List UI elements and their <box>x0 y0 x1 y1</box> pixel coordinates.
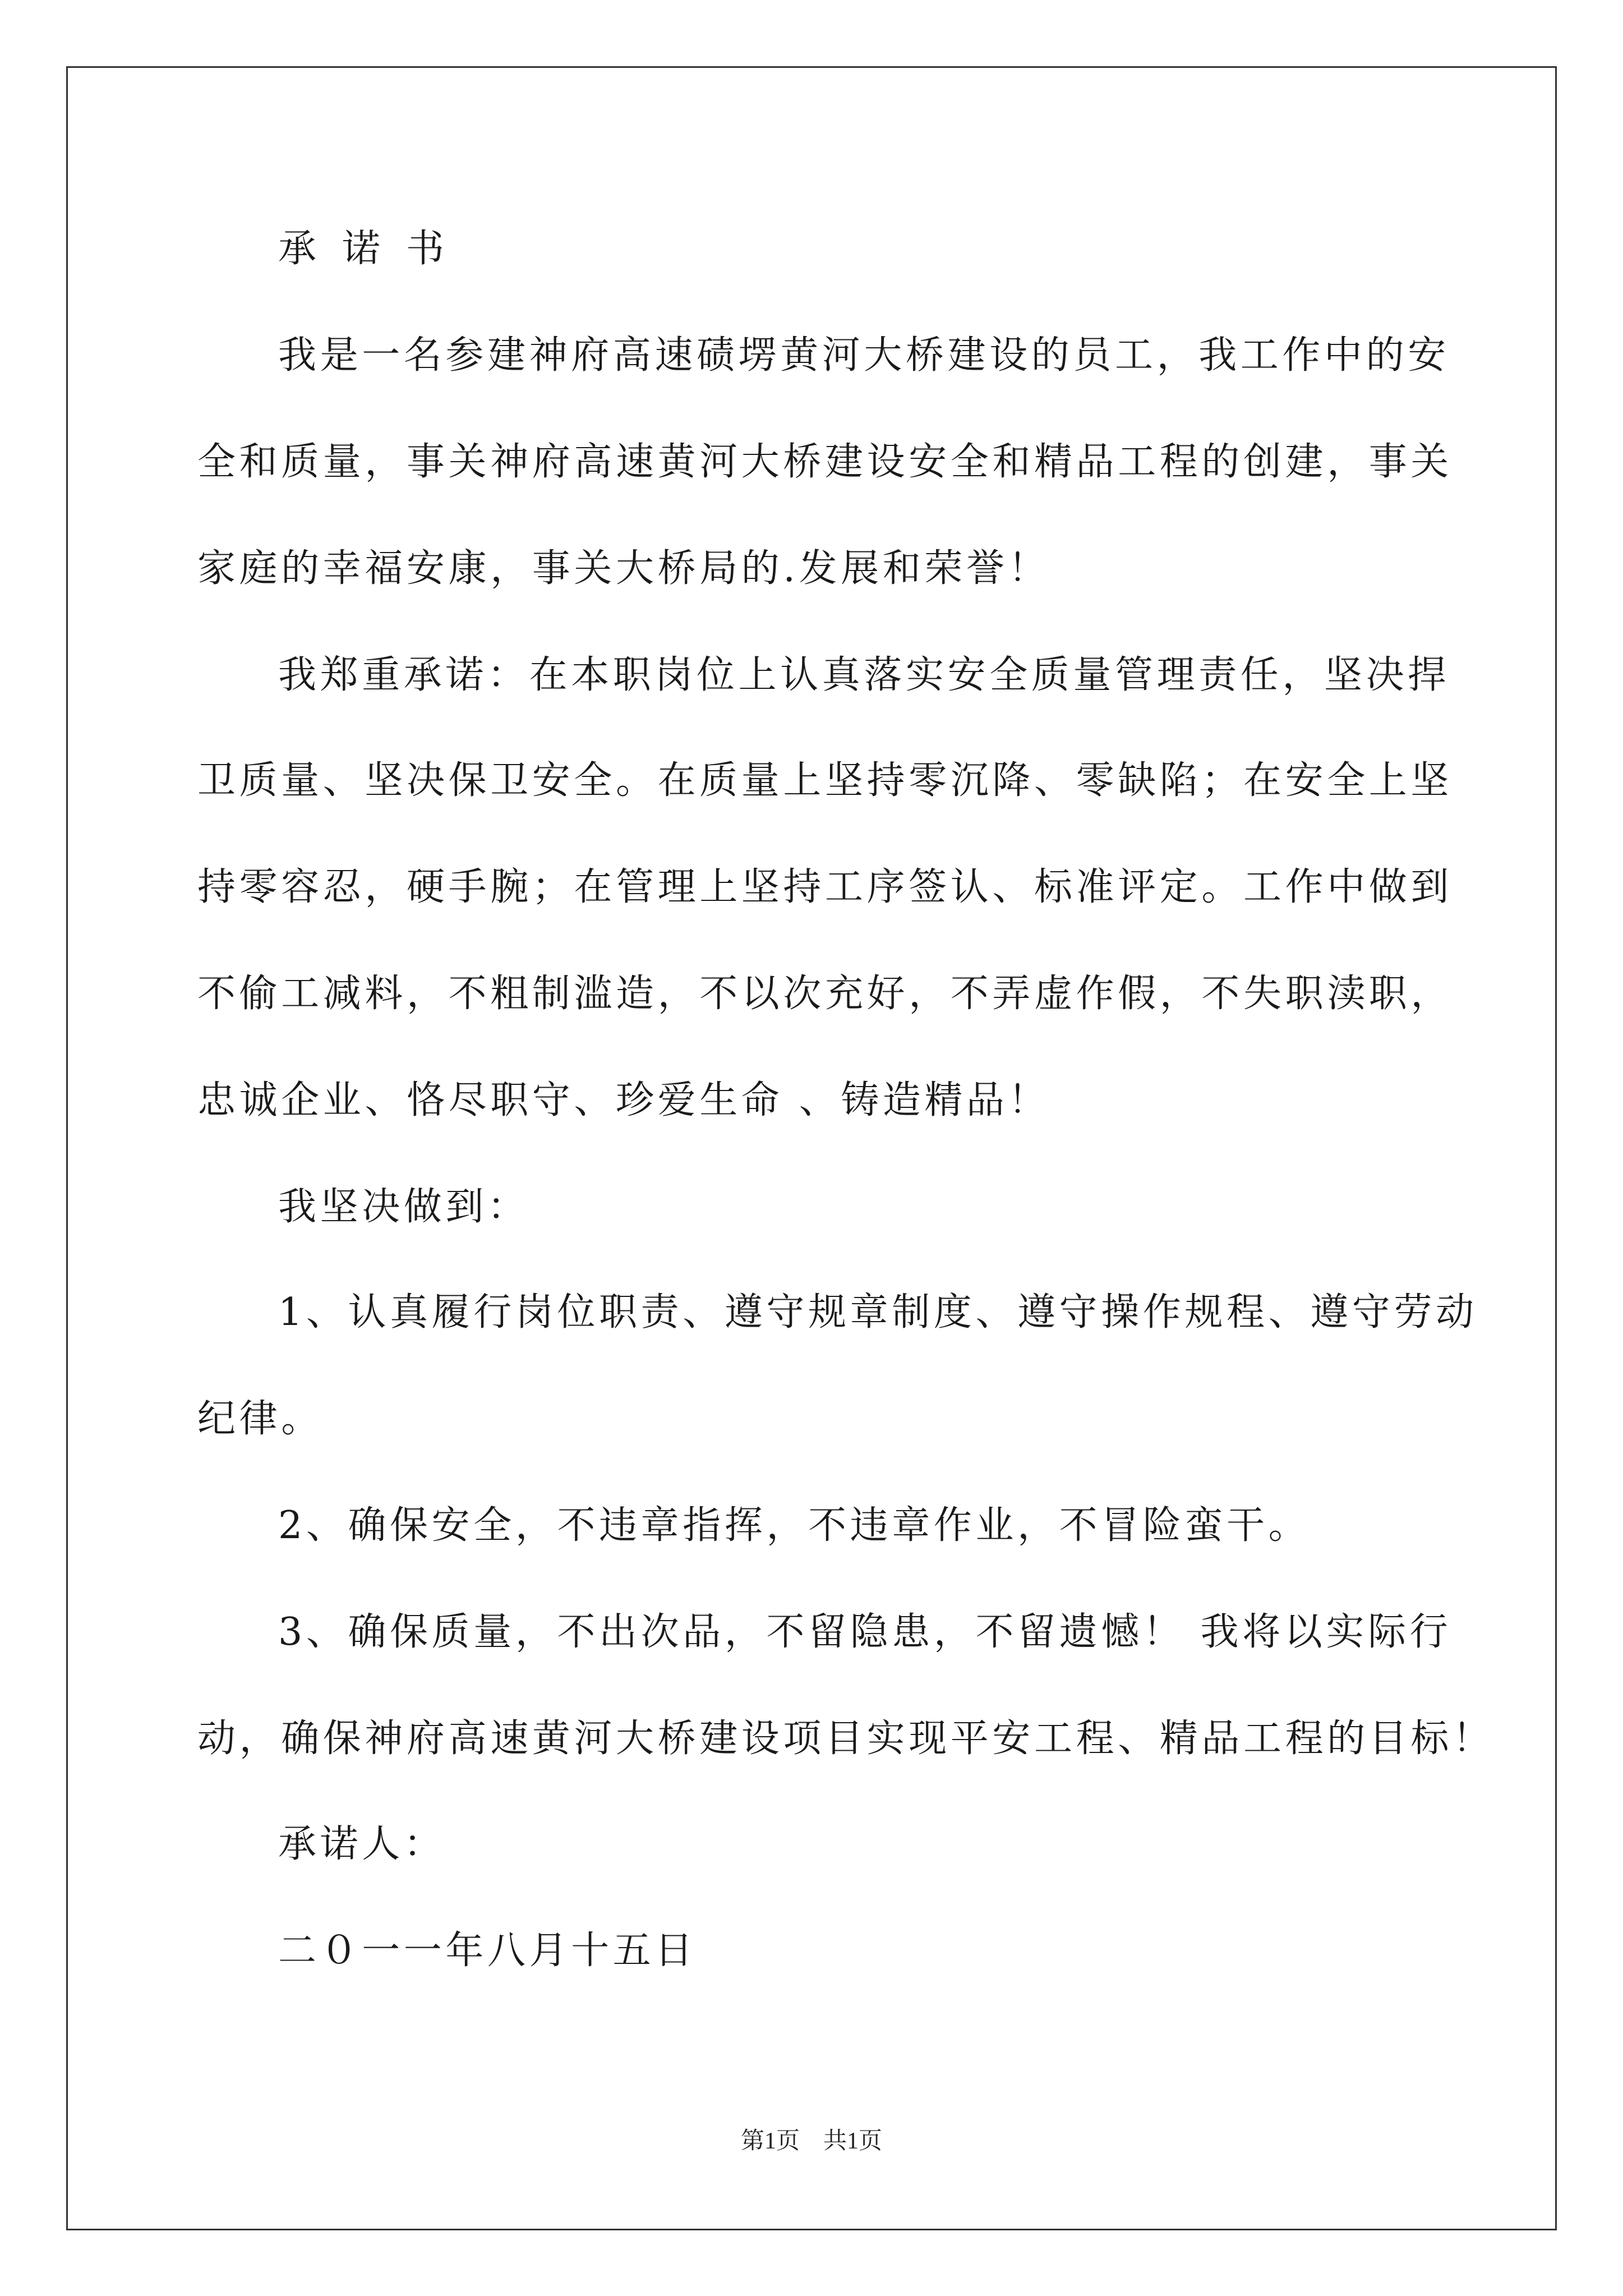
paragraph-line-7: 不偷工减料，不粗制滥造，不以次充好，不弄虚作假，不失职渎职， <box>197 972 1453 1016</box>
paragraph-line-12: 2、确保安全，不违章指挥，不违章作业，不冒险蛮干。 <box>278 1503 1311 1548</box>
paragraph-line-1: 我是一名参建神府高速碛塄黄河大桥建设的员工，我工作中的安 <box>278 333 1450 378</box>
paragraph-line-5: 卫质量、坚决保卫安全。在质量上坚持零沉降、零缺陷；在安全上坚 <box>197 758 1453 803</box>
document-title: 承诺书 <box>278 227 471 271</box>
paragraph-line-2: 全和质量，事关神府高速黄河大桥建设安全和精品工程的创建，事关 <box>197 440 1453 484</box>
paragraph-line-6: 持零容忍，硬手腕；在管理上坚持工序签认、标准评定。工作中做到 <box>197 865 1453 909</box>
paragraph-line-9: 我坚决做到： <box>278 1185 529 1229</box>
paragraph-line-3: 家庭的幸福安康，事关大桥局的.发展和荣誉！ <box>197 546 1050 591</box>
paragraph-line-10: 1、认真履行岗位职责、遵守规章制度、遵守操作规程、遵守劳动 <box>278 1290 1478 1335</box>
signature-label: 承诺人： <box>278 1822 446 1866</box>
paragraph-line-11: 纪律。 <box>197 1397 323 1441</box>
paragraph-line-4: 我郑重承诺：在本职岗位上认真落实安全质量管理责任，坚决捍 <box>278 653 1450 697</box>
document-date: 二０一一年八月十五日 <box>278 1929 697 1973</box>
paragraph-line-14: 动，确保神府高速黄河大桥建设项目实现平安工程、精品工程的目标！ <box>197 1717 1495 1761</box>
paragraph-line-13: 3、确保质量，不出次品，不留隐患，不留遗憾！ 我将以实际行 <box>278 1610 1452 1654</box>
paragraph-line-8: 忠诚企业、恪尽职守、珍爱生命 、铸造精品！ <box>197 1078 1050 1122</box>
page-border <box>66 66 1557 2230</box>
page-number-footer: 第1页 共1页 <box>740 2128 882 2154</box>
